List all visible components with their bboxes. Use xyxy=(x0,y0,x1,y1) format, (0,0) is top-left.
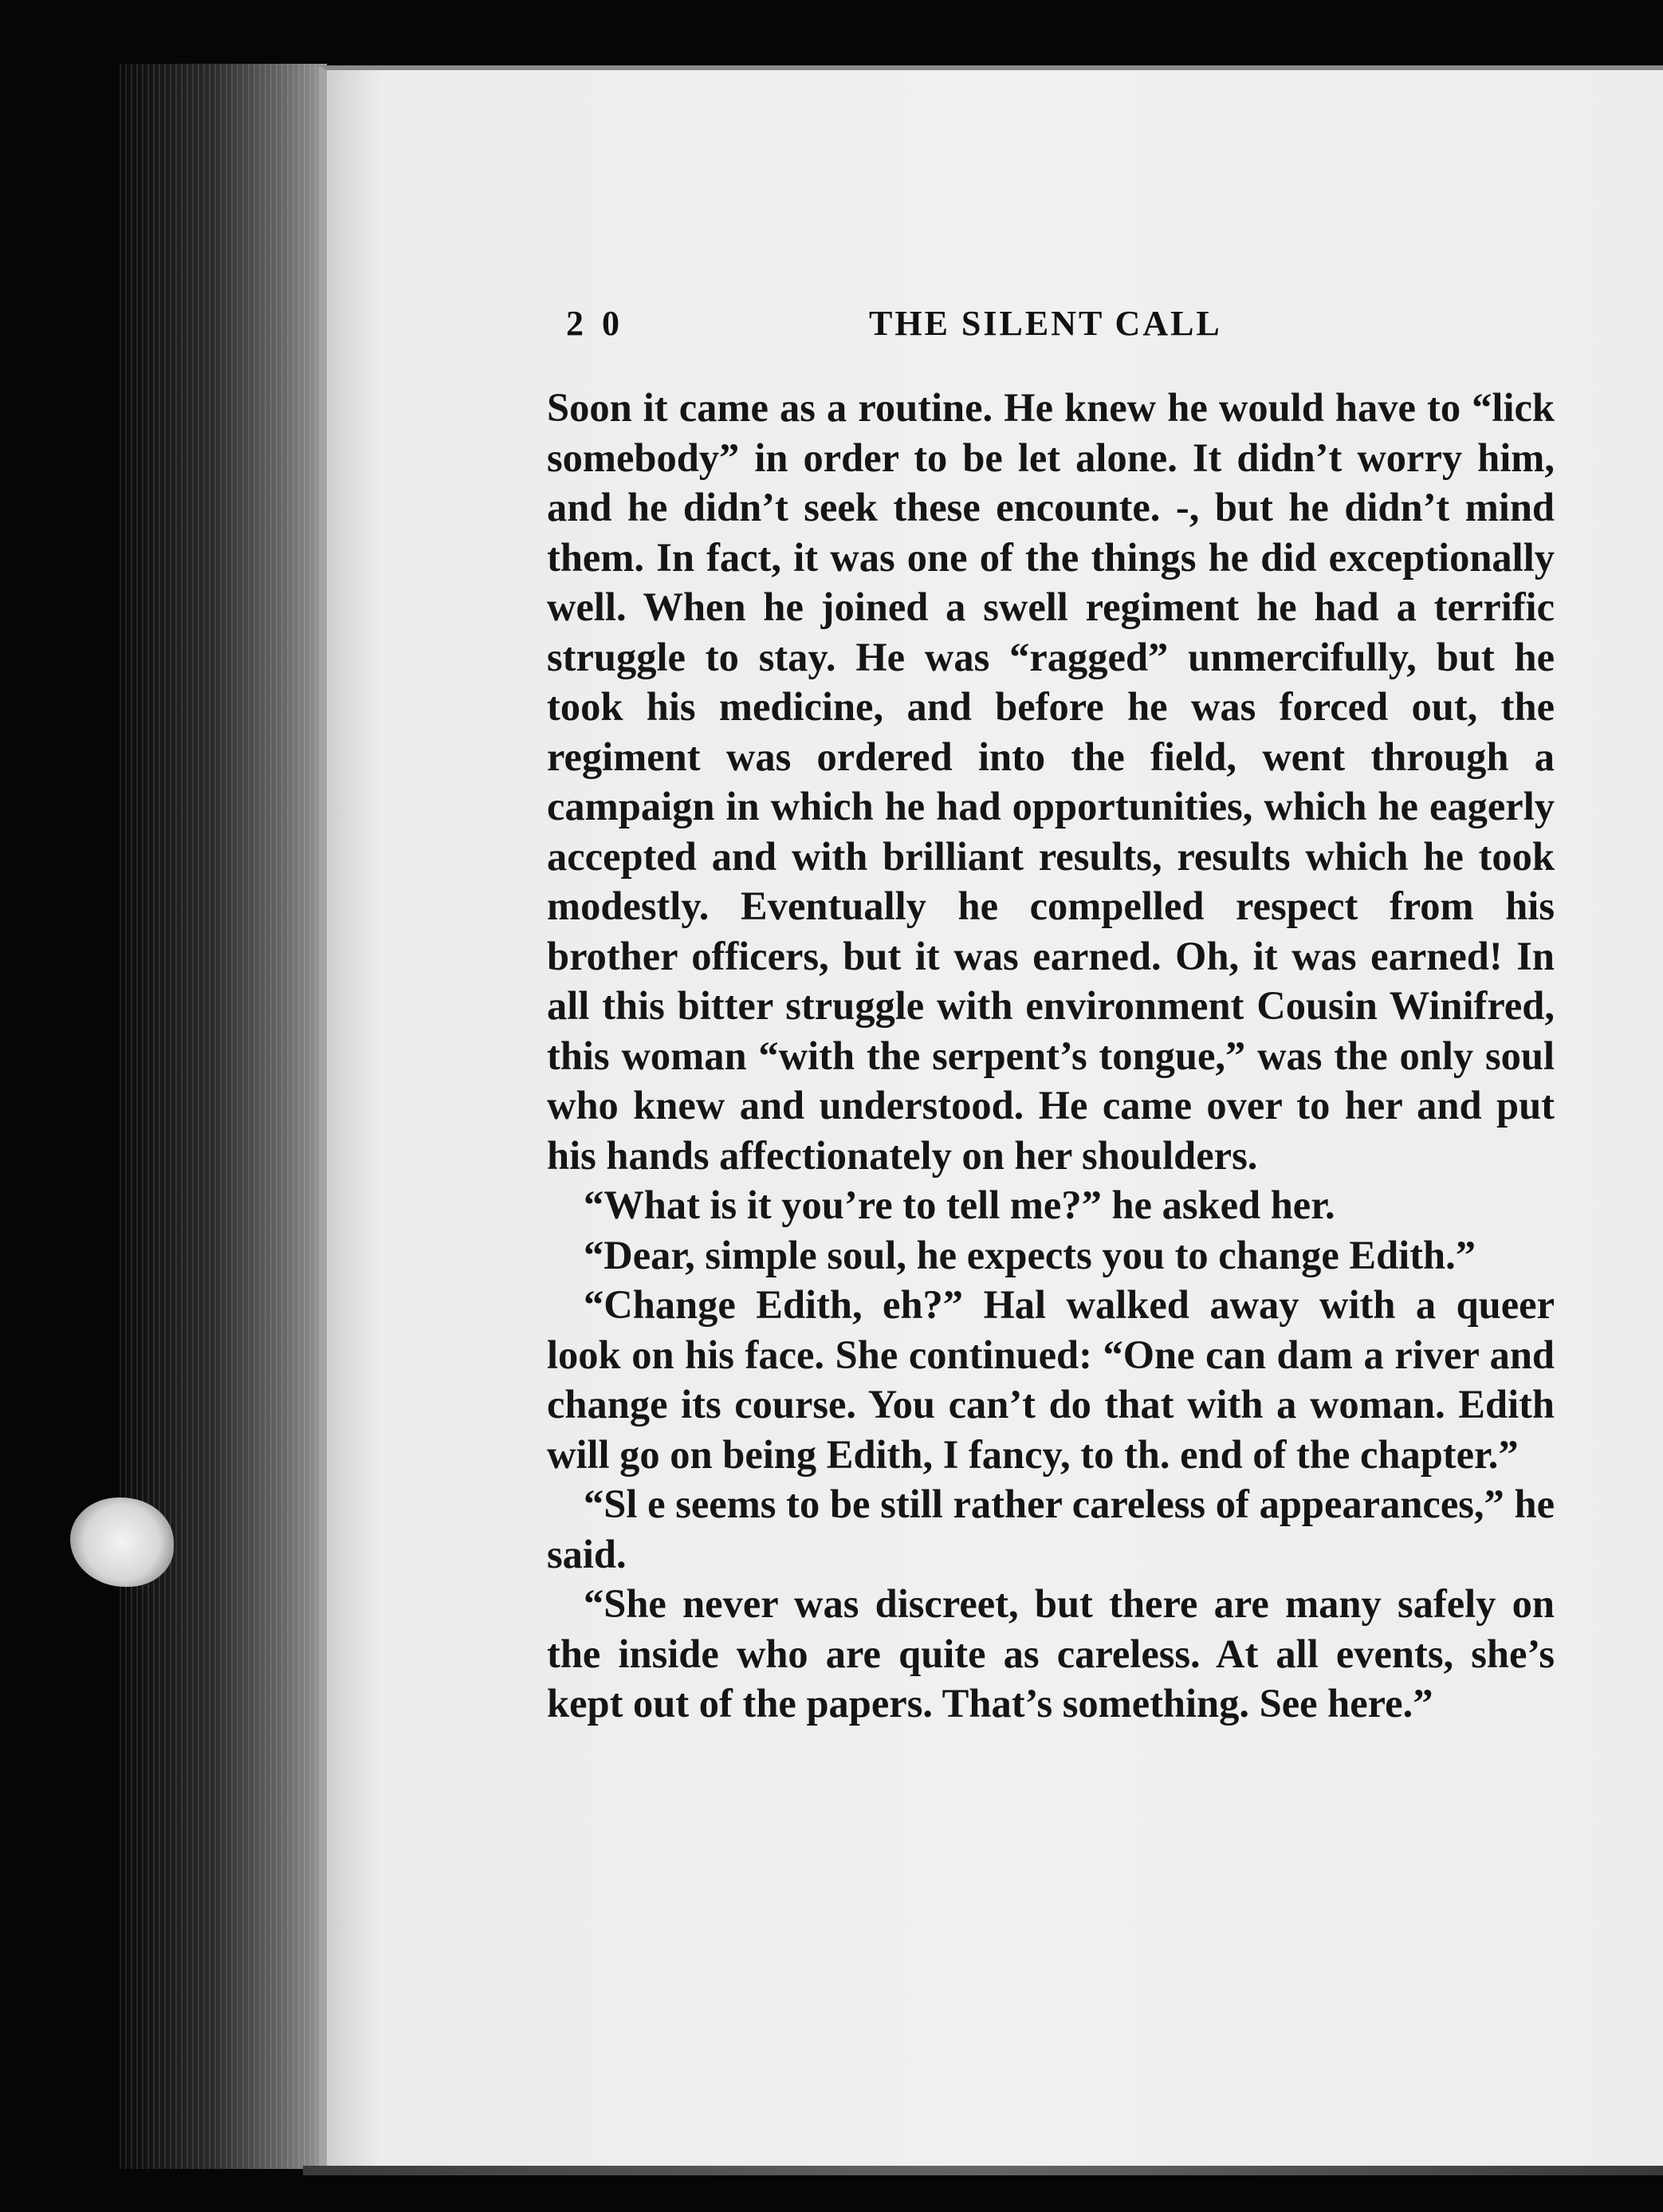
book-fore-edge xyxy=(120,64,327,2169)
paragraph: “Sl e seems to be still rather careless of appearances,” he said. xyxy=(547,1482,1555,1576)
paragraph: “What is it you’re to tell me?” he asked her. xyxy=(584,1183,1335,1227)
paragraph: “She never was discreet, but there are many safely on the inside who are quite as careless. At all events, she’s kept out of the papers. That’s something. See here.” xyxy=(547,1581,1555,1726)
paragraph: Soon it came as a routine. He knew he would have to “lick somebody” in order to be let alone. It didn’t worry him, and he didn’t seek these encounte. -, but he didn’t mind them. In fact, it was one of the things he did exceptionally well. When he joined a swell regiment he had a terrific struggle to stay. He was “ragged” unmercifully, but he took his medicine, and before he was forced out, the regiment was ordered into the field, went through a campaign in which he had opportunities, which he eagerly accepted and with brilliant results, results which he took modestly. Eventually he compelled respect from his brother officers, but it was earned. Oh, it was earned! In all this bitter struggle with environment Cousin Winifred, this woman “with the serpent’s tongue,” was the only soul who knew and understood. He came over to her and put his hands affectionately on her shoulders. xyxy=(547,385,1555,1178)
page-text xyxy=(547,383,1555,1729)
paragraph: “Dear, simple soul, he expects you to change Edith.” xyxy=(584,1232,1476,1277)
book-page xyxy=(319,65,1663,2175)
paragraph: “Change Edith, eh?” Hal walked away with a queer look on his face. She continued: “One can dam a river and change its course. You can’t do that with a woman. Edith will go on being Edith, I fancy, to th. end of the chapter.” xyxy=(547,1282,1555,1477)
page-header xyxy=(327,303,1663,351)
running-head: THE SILENT CALL xyxy=(869,304,1222,343)
page-bottom-edge xyxy=(303,2166,1663,2175)
page-number: 2 0 xyxy=(566,304,624,343)
